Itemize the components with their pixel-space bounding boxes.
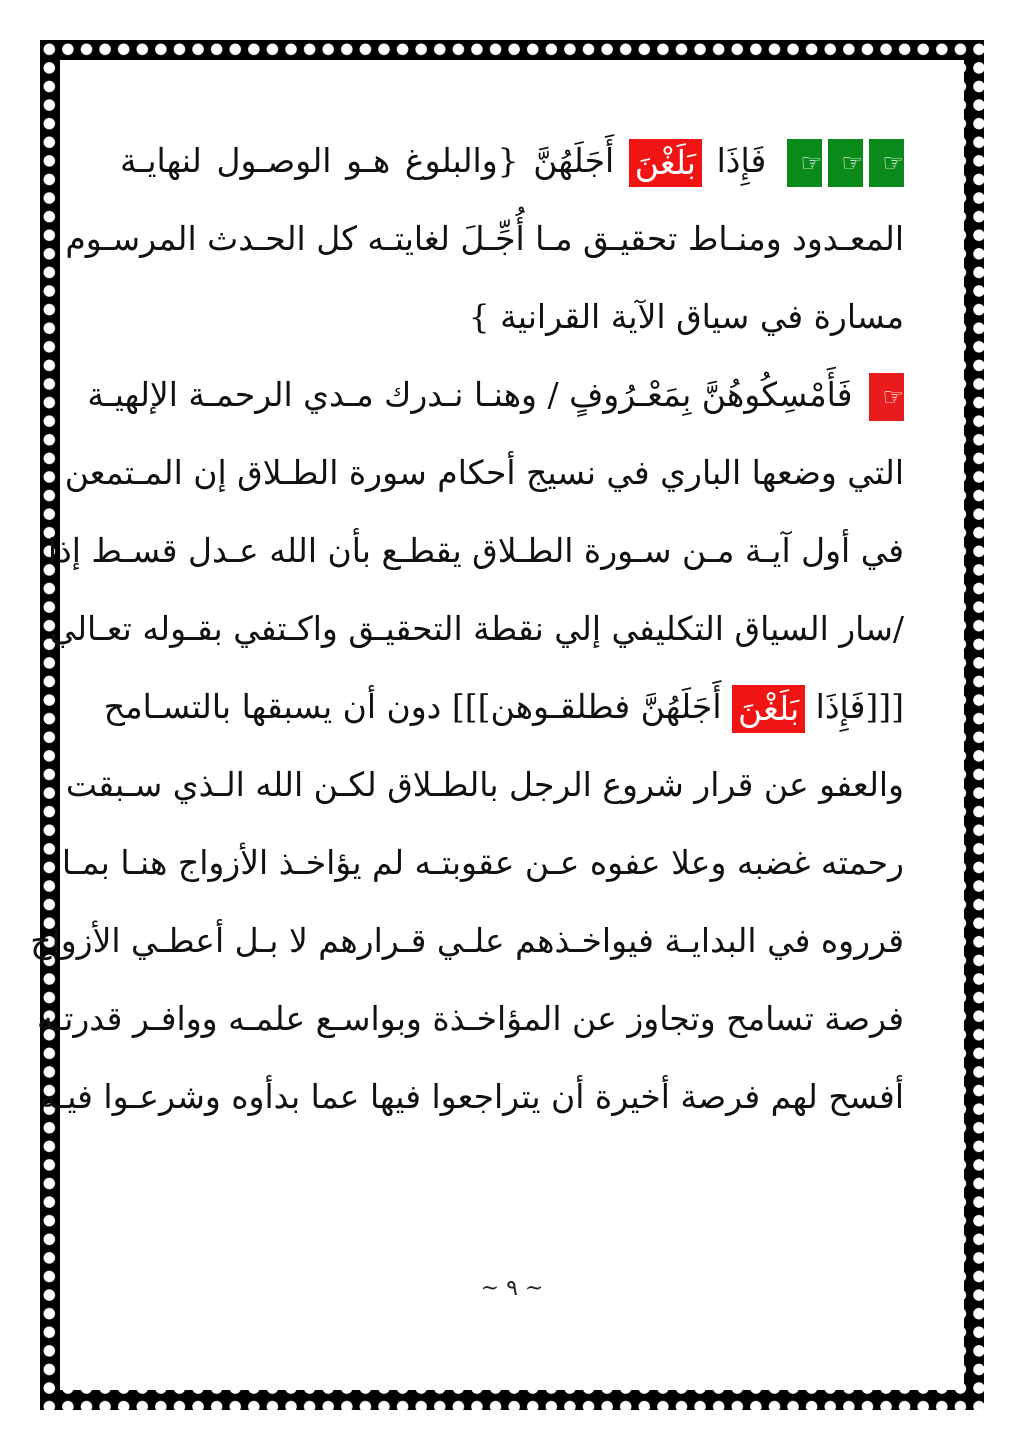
text-line-4 (87, 356, 904, 434)
page-number: ~ ٩ ~ (480, 1276, 544, 1301)
page-area (30, 60, 964, 1390)
pointing-hand-icon: ☞ (828, 139, 863, 187)
line-text: فَأَمْسِكُوهُنَّ بِمَعْـرُوفٍ / وهنـا نـدرك مـدي الرحمـة الإلهيـة (87, 375, 853, 414)
highlighted-word: بَلَغْنَ (732, 685, 805, 733)
text-line-8 (103, 668, 904, 746)
text-line-11: قرروه في البدايـة فيواخـذهم علـي قـرارهم لا بـل أعطـي الأزواج (30, 921, 904, 960)
decorative-page-border (30, 40, 984, 1410)
text-line-3: مسارة في سياق الآية القرانية } (468, 297, 904, 336)
text-line-1 (120, 122, 904, 200)
line-text: أَجَلَهُنَّ {والبلوغ هـو الوصـول لنهايـة (120, 141, 615, 180)
text-line-12: فرصة تسامح وتجاوز عن المؤاخـذة وبواسـع علمـه ووافـر قدرتـه (36, 999, 904, 1038)
text-line-10: رحمته غضبه وعلا عفوه عـن عقوبتـه لم يؤاخـذ الأزواج هنـا بمـا (61, 843, 904, 882)
pointing-hand-icon: ☞ (869, 373, 904, 421)
text-line-2: المعـدود ومنـاط تحقيـق مـا أُجِّـلَ لغايتـه كل الحـدث المرسـوم (65, 219, 904, 258)
highlighted-word: بَلَغْنَ (629, 139, 702, 187)
quran-word: [[[فَإِذَا (815, 687, 904, 726)
quran-word: فَإِذَا (716, 141, 767, 180)
text-line-6: في أول آيـة مـن سـورة الطـلاق يقطـع بأن الله عـدل قسـط إذا (47, 531, 904, 570)
text-line-9: والعفو عن قرار شروع الرجل بالطـلاق لكـن الله الـذي سـبقت (65, 765, 904, 804)
text-line-13: أفسح لهم فرصة أخيرة أن يتراجعوا فيها عما بدأوه وشرعـوا فيـه (39, 1077, 904, 1116)
text-line-7: /سار السياق التكليفي إلي نقطة التحقيـق واكـتفي بقـوله تعـالي (49, 609, 904, 648)
text-body (30, 122, 904, 1136)
text-line-5: التي وضعها الباري في نسيج أحكام سورة الطـلاق إن المـتمعن (64, 453, 904, 492)
pointing-hand-icon: ☞ (787, 139, 822, 187)
pointing-hand-icon: ☞ (869, 139, 904, 187)
line-text: أَجَلَهُنَّ فطلقـوهن]]] دون أن يسبقها بالتسـامح (103, 687, 722, 726)
